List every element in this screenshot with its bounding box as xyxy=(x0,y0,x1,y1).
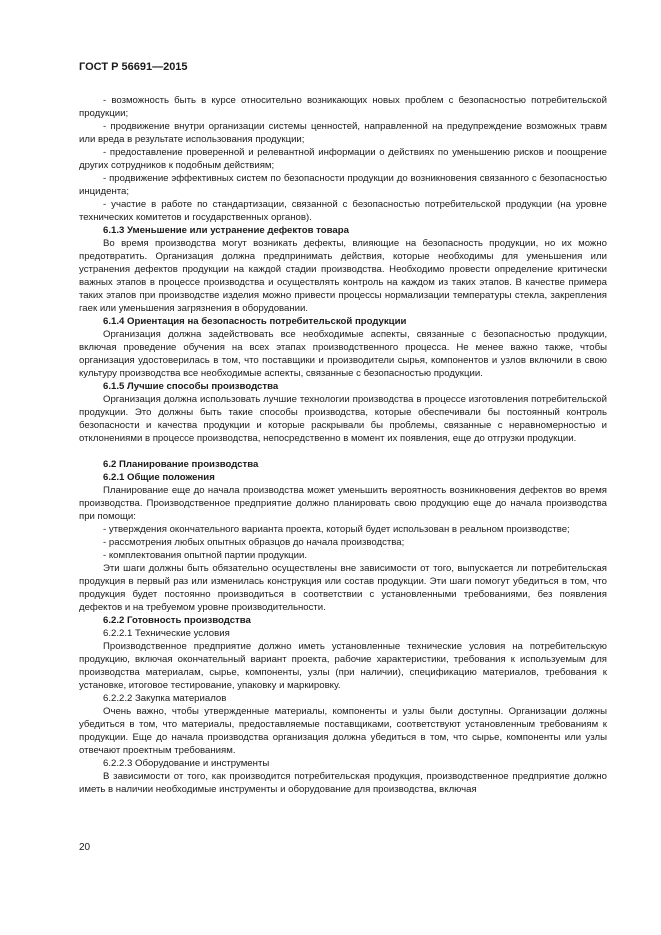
bullet-item: - рассмотрения любых опытных образцов до начала производства; xyxy=(103,537,405,548)
paragraph: Очень важно, чтобы утвержденные материалы, компоненты и узлы были доступны. Организации должны убедиться в том, что материалы, предоставляемые поставщиками, соответствуют установленным требованиям к продукции. Еще до начала производства организация должна убедиться в том, что сырье, компоненты или узлы отвечают проектным требованиям. xyxy=(79,706,607,756)
subsection-heading-6-2-2-3: 6.2.2.3 Оборудование и инструменты xyxy=(103,758,270,769)
paragraph: Эти шаги должны быть обязательно осуществлены вне зависимости от того, выпускается ли потребительская продукция в первый раз или изменилась конструкция или состав продукции. Эти шаги помогут убедиться в том, что продукция будет постоянно производиться в соответствии с установленными требованиями, без появления дефектов и на требуемом уровне производительности. xyxy=(79,563,607,613)
bullet-item: - возможность быть в курсе относительно возникающих новых проблем с безопасностью потребительской продукции; xyxy=(79,95,607,119)
paragraph: Производственное предприятие должно иметь установленные технические условия на потребительскую продукцию, включая окончательный вариант проекта, рабочие характеристики, требования к используемым для производства материалам, сырье, компоненты, узлы (при наличии), спецификацию материалов, требования к установке, итоговое тестирование, упаковку и маркировку. xyxy=(79,641,607,691)
paragraph: Организация должна использовать лучшие технологии производства в процессе изготовления потребительской продукции. Это должны быть такие способы производства, которые обеспечивали бы постоянный контроль безопасности и качества продукции и которые раскрывали бы проблемы, связанные с неравномерностью и отклонениями в процессе производства, непосредственно в момент их появления, еще до отгрузки продукции. xyxy=(79,394,607,444)
bullet-item: - утверждения окончательного варианта проекта, который будет использован в реальном производстве; xyxy=(103,524,570,535)
section-heading-6-2-2: 6.2.2 Готовность производства xyxy=(103,615,251,626)
paragraph: Планирование еще до начала производства может уменьшить вероятность возникновения дефектов во время производства. Производственное предприятие должно планировать свою продукцию еще до начала производства при помощи: xyxy=(79,485,607,522)
bullet-item: - комплектования опытной партии продукции. xyxy=(103,550,308,561)
subsection-heading-6-2-2-1: 6.2.2.1 Технические условия xyxy=(103,628,230,639)
subsection-heading-6-2-2-2: 6.2.2.2 Закупка материалов xyxy=(103,693,227,704)
bullet-item: - продвижение внутри организации системы ценностей, направленной на предупреждение возможных травм или вреда в результате использования продукции; xyxy=(79,121,607,145)
section-heading-6-1-5: 6.1.5 Лучшие способы производства xyxy=(103,381,279,392)
bullet-item: - предоставление проверенной и релевантной информации о действиях по уменьшению рисков и поощрение других сотрудников к подобным действиям; xyxy=(79,147,607,171)
page-number: 20 xyxy=(79,842,91,853)
bullet-item: - продвижение эффективных систем по безопасности продукции до возникновения связанного с безопасностью инцидента; xyxy=(79,173,607,197)
section-heading-6-1-3: 6.1.3 Уменьшение или устранение дефектов товара xyxy=(103,225,349,236)
paragraph: Организация должна задействовать все необходимые аспекты, связанные с безопасностью продукции, включая проведение обучения на всех этапах производственного процесса. Не менее важно также, чтобы организация удостоверилась в том, что поставщики и производители сырья, компонентов и узлов включили в свою культуру производства все необходимые аспекты, связанные с безопасностью продукции. xyxy=(79,329,607,379)
paragraph: В зависимости от того, как производится потребительская продукция, производственное предприятие должно иметь в наличии необходимые инструменты и оборудование для производства, включая xyxy=(79,771,607,795)
bullet-item: - участие в работе по стандартизации, связанной с безопасностью потребительской продукции (на уровне технических комитетов и государственных органов). xyxy=(79,199,607,223)
document-body xyxy=(79,94,607,796)
paragraph: Во время производства могут возникать дефекты, влияющие на безопасность продукции, но их можно предотвратить. Организация должна предпринимать действия, которые необходимы для уменьшения или устранения дефектов продукции на каждой стадии производства. Необходимо провести определение критически важных этапов в процессе производства и осуществлять контроль на каждом из таких этапов. В качестве примера таких этапов при производстве изделия можно привести процессы нормализации температуры стекла, закрепления гаек или уменьшения загрязнения в оборудовании. xyxy=(79,238,607,314)
section-heading-6-1-4: 6.1.4 Ориентация на безопасность потребительской продукции xyxy=(103,316,407,327)
document-header: ГОСТ Р 56691—2015 xyxy=(79,61,188,73)
section-heading-6-2-1: 6.2.1 Общие положения xyxy=(103,472,215,483)
section-heading-6-2: 6.2 Планирование производства xyxy=(103,459,259,470)
